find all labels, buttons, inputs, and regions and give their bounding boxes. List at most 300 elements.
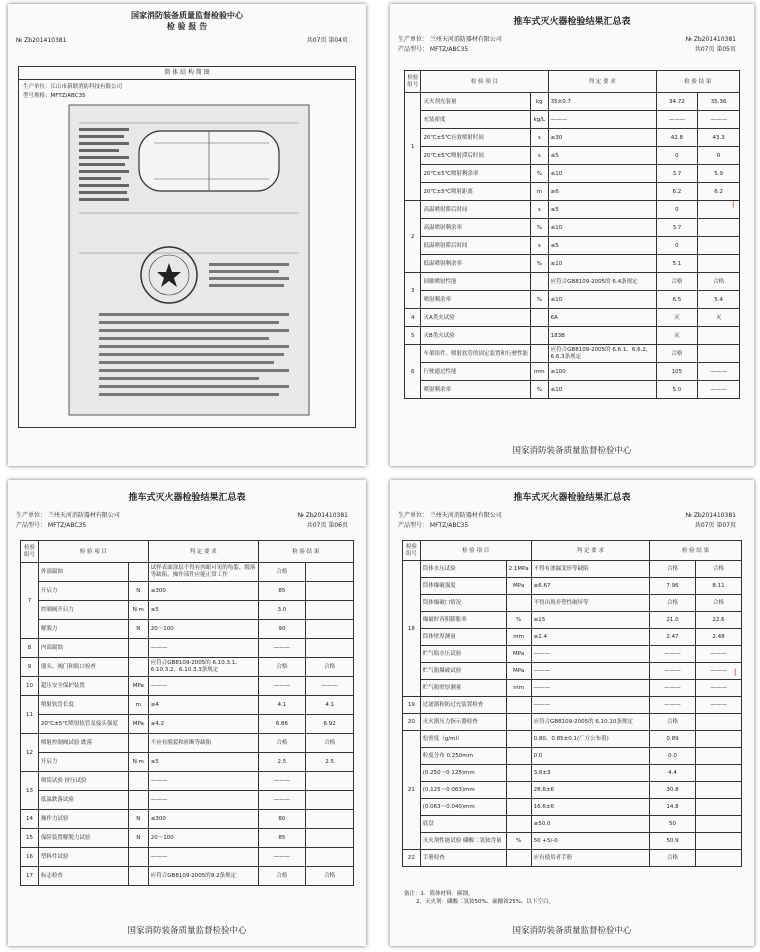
requirement-cell: ≥100 — [548, 363, 656, 381]
item-cell: 底盘 — [420, 816, 506, 833]
table-row — [405, 147, 740, 165]
requirement-cell: ≤5 — [548, 201, 656, 219]
item-cell: 贮气瓶爆破试验 — [420, 663, 506, 680]
result-1-cell: 90 — [258, 620, 306, 639]
table-row — [405, 201, 740, 219]
requirement-cell: ≤5 — [548, 237, 656, 255]
report-page-drawing — [8, 4, 366, 466]
result-1-cell: ——— — [656, 111, 698, 129]
unit-cell — [506, 799, 531, 816]
item-cell: (0.063～0.040)mm — [420, 799, 506, 816]
requirement-cell: 28.6±6 — [531, 782, 649, 799]
table-row — [405, 363, 740, 381]
unit-cell: % — [530, 381, 548, 399]
product-model: 产品型号： MFTZ/ABC35 — [398, 46, 469, 53]
group-cell: 22 — [403, 850, 421, 867]
result-2-cell — [306, 848, 354, 867]
table-row — [403, 765, 742, 782]
result-2-cell: ——— — [698, 363, 740, 381]
report-number: № Zb201410381 — [685, 512, 736, 519]
result-1-cell: 34.72 — [656, 93, 698, 111]
item-cell: 间歇喷射性能 — [421, 273, 531, 291]
item-cell: 贮气瓶水压试验 — [420, 646, 506, 663]
result-2-cell: 合格 — [698, 273, 740, 291]
table-row — [405, 327, 740, 345]
table-row — [403, 731, 742, 748]
table-row — [21, 734, 354, 753]
unit-cell: mm — [530, 363, 548, 381]
result-2-cell — [695, 782, 741, 799]
result-1-cell: 合格 — [650, 561, 696, 578]
drawing-title: 简 体 结 构 简 图 — [19, 67, 355, 80]
group-cell: 2 — [405, 201, 421, 273]
item-cell: 车架组件、喷射软管的固定装置和行驶性能 — [421, 345, 531, 363]
col-requirement: 判 定 要 求 — [148, 541, 258, 563]
result-1-cell: 80 — [258, 810, 306, 829]
unit-cell: % — [530, 165, 548, 183]
col-result: 检 验 结 果 — [258, 541, 353, 563]
group-cell: 17 — [21, 867, 39, 886]
result-1-cell: 0.89 — [650, 731, 696, 748]
unit-cell — [530, 309, 548, 327]
requirement-cell: 0.80、0.85±0.1(厂方公布值) — [531, 731, 649, 748]
report-number: № Zb201410381 — [297, 512, 348, 519]
result-1-cell: 合格 — [258, 563, 306, 582]
result-1-cell: 85 — [258, 582, 306, 601]
requirement-cell: ——— — [531, 697, 649, 714]
result-1-cell: 30.8 — [650, 782, 696, 799]
table-row — [403, 612, 742, 629]
unit-cell: kg/L — [530, 111, 548, 129]
unit-cell — [506, 765, 531, 782]
table-row — [21, 753, 354, 772]
requirement-cell: ≤10 — [548, 381, 656, 399]
result-1-cell: 7.96 — [650, 578, 696, 595]
drawing-model: 型号规格：MFTZ/ABC35 — [23, 93, 86, 99]
unit-cell: N·m — [128, 753, 148, 772]
unit-cell: MPa — [506, 578, 531, 595]
unit-cell: % — [506, 833, 531, 850]
requirement-cell: ≥6 — [548, 183, 656, 201]
result-1-cell: 合格 — [258, 658, 306, 677]
result-2-cell: 22.6 — [695, 612, 741, 629]
report-page-06 — [8, 480, 366, 946]
report-page-07 — [390, 480, 754, 946]
red-mark: | — [734, 668, 737, 676]
col-requirement: 判 定 要 求 — [548, 71, 656, 93]
item-cell: 低温喷射剩余率 — [421, 255, 531, 273]
requirement-cell: ——— — [531, 646, 649, 663]
result-2-cell: 合格 — [695, 595, 741, 612]
requirement-cell: ——— — [148, 772, 258, 791]
result-1-cell: 50.9 — [650, 833, 696, 850]
table-row — [403, 595, 742, 612]
result-1-cell: 6.2 — [656, 183, 698, 201]
col-result: 检 验 结 果 — [656, 71, 739, 93]
requirement-cell: 0.0 — [531, 748, 649, 765]
result-1-cell: 3.7 — [656, 219, 698, 237]
result-1-cell: 4.1 — [258, 696, 306, 715]
requirement-cell: ≤5 — [148, 753, 258, 772]
item-cell: 筒体壁厚测量 — [420, 629, 506, 646]
item-cell: 保险装置解脱力试验 — [38, 829, 128, 848]
item-cell: 低温喷射滞后时间 — [421, 237, 531, 255]
requirement-cell: ——— — [531, 663, 649, 680]
result-1-cell: 6.5 — [656, 291, 698, 309]
table-row — [403, 850, 742, 867]
table-row — [405, 111, 740, 129]
item-cell: 开启力 — [38, 753, 128, 772]
col-group: 检验组号 — [403, 541, 421, 561]
requirement-cell: ——— — [148, 848, 258, 867]
unit-cell — [506, 816, 531, 833]
group-cell: 21 — [403, 731, 421, 850]
item-cell: (0.125～0.063)mm — [420, 782, 506, 799]
result-2-cell — [695, 765, 741, 782]
result-1-cell: 5.0 — [656, 381, 698, 399]
item-cell: 筒体水压试验 — [420, 561, 506, 578]
result-2-cell: ——— — [695, 697, 741, 714]
requirement-cell: 6A — [548, 309, 656, 327]
requirement-cell: ≤10 — [548, 219, 656, 237]
sheet-title: 推车式灭火器检验结果汇总表 — [128, 493, 246, 503]
result-2-cell — [695, 731, 741, 748]
drawing-manufacturer: 生产单位：江山市新联消防科技有限公司 — [23, 84, 123, 90]
item-cell: 开启力 — [38, 582, 128, 601]
unit-cell: N — [128, 582, 148, 601]
requirement-cell: ≥15 — [531, 612, 649, 629]
item-cell: 高温喷射剩余率 — [421, 219, 531, 237]
item-cell: 低温跌落试验 — [38, 791, 128, 810]
item-cell: 控制阀开启力 — [38, 601, 128, 620]
result-1-cell: 3.0 — [258, 601, 306, 620]
result-2-cell: 2.48 — [695, 629, 741, 646]
requirement-cell: ——— — [548, 111, 656, 129]
table-row — [403, 680, 742, 697]
group-cell: 14 — [21, 810, 39, 829]
result-2-cell: 5.4 — [698, 291, 740, 309]
result-1-cell: ——— — [258, 677, 306, 696]
requirement-cell: ≥30 — [548, 129, 656, 147]
item-cell: 手册检查 — [420, 850, 506, 867]
unit-cell — [530, 327, 548, 345]
result-2-cell — [698, 237, 740, 255]
requirement-cell: ≤10 — [548, 291, 656, 309]
table-row — [405, 93, 740, 111]
table-row — [403, 816, 742, 833]
result-2-cell: 灭 — [698, 309, 740, 327]
result-1-cell: 灭 — [656, 309, 698, 327]
unit-cell: s — [530, 147, 548, 165]
table-row — [403, 629, 742, 646]
report-page-05 — [390, 4, 754, 466]
group-cell: 4 — [405, 309, 421, 327]
result-1-cell: ——— — [258, 848, 306, 867]
col-requirement: 判 定 要 求 — [531, 541, 649, 561]
table-row — [405, 129, 740, 147]
group-cell: 12 — [21, 734, 39, 772]
item-cell: 20℃±5℃有效喷射时间 — [421, 129, 531, 147]
item-cell: 喷筒试验 挤压试验 — [38, 772, 128, 791]
result-2-cell: 35.36 — [698, 93, 740, 111]
requirement-cell: 应符合GB8109-2005的 6.4条规定 — [548, 273, 656, 291]
item-cell: 喷射软管长度 — [38, 696, 128, 715]
item-cell: 20℃±5℃喷射距离 — [421, 183, 531, 201]
page-number: 共07页 第05页 — [694, 46, 736, 53]
product-model: 产品型号： MFTZ/ABC35 — [16, 522, 87, 529]
table-row — [403, 697, 742, 714]
requirement-cell: 不得有渗漏变形等缺陷 — [531, 561, 649, 578]
group-cell: 15 — [21, 829, 39, 848]
result-1-cell: 3.7 — [656, 165, 698, 183]
result-1-cell: 2.47 — [650, 629, 696, 646]
table-row — [403, 833, 742, 850]
result-1-cell: 6.86 — [258, 715, 306, 734]
item-cell: 爆破时容积膨胀率 — [420, 612, 506, 629]
col-item: 检 验 项 目 — [421, 71, 548, 93]
result-2-cell — [698, 327, 740, 345]
result-1-cell: 合格 — [650, 595, 696, 612]
result-2-cell: 4.1 — [306, 696, 354, 715]
result-1-cell: 合格 — [258, 867, 306, 886]
results-table — [20, 540, 354, 886]
group-cell: 20 — [403, 714, 421, 731]
result-2-cell: ——— — [698, 381, 740, 399]
table-row — [403, 714, 742, 731]
unit-cell — [506, 731, 531, 748]
unit-cell: s — [530, 201, 548, 219]
item-cell: 器头、阀门和瓶口检查 — [38, 658, 128, 677]
group-cell: 3 — [405, 273, 421, 309]
result-1-cell: 合格 — [656, 273, 698, 291]
requirement-cell: 35±0.7 — [548, 93, 656, 111]
report-number: № Zb201410381 — [16, 37, 67, 44]
group-cell: 10 — [21, 677, 39, 696]
product-model: 产品型号： MFTZ/ABC35 — [398, 522, 469, 529]
footer-org: 国家消防装备质量监督检验中心 — [127, 926, 247, 936]
item-cell: 喷射剩余率 — [421, 291, 531, 309]
sheet-title: 推车式灭火器检验结果汇总表 — [513, 17, 631, 27]
table-row — [21, 772, 354, 791]
result-2-cell: 合格 — [695, 561, 741, 578]
manufacturer: 生产单位： 兰州天河消防器材有限公司 — [398, 512, 502, 519]
unit-cell — [506, 697, 531, 714]
table-row — [21, 791, 354, 810]
unit-cell: s — [530, 129, 548, 147]
page-number: 共07页 第07页 — [694, 522, 736, 529]
result-2-cell — [306, 829, 354, 848]
requirement-cell: 20～100 — [148, 829, 258, 848]
unit-cell: MPa — [506, 663, 531, 680]
requirement-cell: 应有使用者手册 — [531, 850, 649, 867]
table-row — [21, 563, 354, 582]
item-cell: 内部腐蚀 — [38, 639, 128, 658]
unit-cell: MPa — [506, 646, 531, 663]
table-row — [405, 237, 740, 255]
requirement-cell: ≥4 — [148, 696, 258, 715]
unit-cell: N — [128, 620, 148, 639]
table-row — [405, 309, 740, 327]
result-2-cell: 6.2 — [698, 183, 740, 201]
result-1-cell: 105 — [656, 363, 698, 381]
requirement-cell: 不应有脱裂和折断等缺陷 — [148, 734, 258, 753]
requirement-cell: ≥50.0 — [531, 816, 649, 833]
requirement-cell: ——— — [148, 639, 258, 658]
item-cell: 解脱力 — [38, 620, 128, 639]
table-row — [403, 799, 742, 816]
group-cell: 8 — [21, 639, 39, 658]
result-2-cell — [695, 833, 741, 850]
result-2-cell — [306, 582, 354, 601]
unit-cell — [128, 772, 148, 791]
table-row — [405, 165, 740, 183]
manufacturer: 生产单位： 兰州天河消防器材有限公司 — [398, 36, 502, 43]
item-cell: 标志检查 — [38, 867, 128, 886]
unit-cell: 2.1MPa — [506, 561, 531, 578]
table-row — [21, 620, 354, 639]
table-row — [405, 273, 740, 291]
table-row — [405, 183, 740, 201]
group-cell: 1 — [405, 93, 421, 201]
table-row — [405, 381, 740, 399]
result-2-cell: 2.5 — [306, 753, 354, 772]
unit-cell: % — [530, 291, 548, 309]
requirement-cell: 试样表面涂层不得有肉眼可见的龟裂、脱落等缺陷，操作部件应能正常工作 — [148, 563, 258, 582]
requirement-cell: 183B — [548, 327, 656, 345]
result-1-cell: ——— — [258, 791, 306, 810]
table-row — [403, 663, 742, 680]
result-2-cell — [698, 345, 740, 363]
requirement-cell: ≥4.2 — [148, 715, 258, 734]
unit-cell — [530, 273, 548, 291]
col-item: 检 验 项 目 — [38, 541, 148, 563]
result-2-cell — [306, 639, 354, 658]
table-row — [21, 677, 354, 696]
result-1-cell: 2.5 — [258, 753, 306, 772]
col-group: 检验组号 — [21, 541, 39, 563]
result-2-cell: 8.11 — [695, 578, 741, 595]
requirement-cell: ——— — [148, 791, 258, 810]
result-2-cell — [306, 601, 354, 620]
group-cell: 7 — [21, 563, 39, 639]
item-cell: 高温喷射滞后时间 — [421, 201, 531, 219]
result-2-cell: ——— — [695, 646, 741, 663]
result-1-cell: ——— — [258, 772, 306, 791]
red-mark: | — [732, 200, 735, 208]
unit-cell — [506, 748, 531, 765]
unit-cell: mm — [506, 629, 531, 646]
unit-cell — [506, 714, 531, 731]
result-1-cell: 灭 — [656, 327, 698, 345]
item-cell: 灭火剂充装量 — [421, 93, 531, 111]
item-cell: 筒体爆破口情况 — [420, 595, 506, 612]
result-2-cell: 5.9 — [698, 165, 740, 183]
result-1-cell: ——— — [650, 680, 696, 697]
note-material: 备注：1．简体材料：碳钢。 — [404, 891, 474, 897]
result-2-cell — [698, 255, 740, 273]
col-item: 检 验 项 目 — [420, 541, 531, 561]
requirement-cell: ≤300 — [148, 582, 258, 601]
group-cell: 13 — [21, 772, 39, 810]
group-cell: 19 — [403, 697, 421, 714]
result-2-cell — [695, 714, 741, 731]
item-cell: 行驶通过性能 — [421, 363, 531, 381]
result-1-cell: 合格 — [650, 850, 696, 867]
unit-cell — [506, 782, 531, 799]
result-2-cell: ——— — [306, 677, 354, 696]
result-2-cell: ——— — [695, 680, 741, 697]
table-row — [21, 829, 354, 848]
requirement-cell: 应符合GB8109-2005的 6.10.10条规定 — [531, 714, 649, 731]
table-row — [21, 715, 354, 734]
group-cell: 9 — [21, 658, 39, 677]
unit-cell — [506, 850, 531, 867]
result-2-cell — [306, 772, 354, 791]
result-2-cell: 合格 — [306, 734, 354, 753]
result-2-cell — [695, 799, 741, 816]
report-number: № Zb201410381 — [685, 36, 736, 43]
item-cell: 塑料件试验 — [38, 848, 128, 867]
result-1-cell: 0 — [656, 201, 698, 219]
requirement-cell: ≤10 — [548, 165, 656, 183]
result-1-cell: 4.4 — [650, 765, 696, 782]
item-cell: 过滤器和防过充装置检查 — [420, 697, 506, 714]
result-1-cell: 14.8 — [650, 799, 696, 816]
result-1-cell: ——— — [650, 663, 696, 680]
result-1-cell: 21.0 — [650, 612, 696, 629]
unit-cell: kg — [530, 93, 548, 111]
result-1-cell: 85 — [258, 829, 306, 848]
result-2-cell: 43.3 — [698, 129, 740, 147]
unit-cell: mm — [506, 680, 531, 697]
unit-cell: m — [530, 183, 548, 201]
item-cell: 灭火器压力指示器检查 — [420, 714, 506, 731]
table-row — [21, 601, 354, 620]
col-result: 检 验 结 果 — [650, 541, 742, 561]
requirement-cell: 16.6±6 — [531, 799, 649, 816]
requirement-cell: 应符合GB8109-2005的9.2条规定 — [148, 867, 258, 886]
result-2-cell — [306, 810, 354, 829]
unit-cell: N·m — [128, 601, 148, 620]
requirement-cell: 应符合GB8109-2005的 6.6.1、6.6.2、6.6.3条规定 — [548, 345, 656, 363]
table-row — [403, 578, 742, 595]
result-1-cell: 5.1 — [656, 255, 698, 273]
unit-cell: m — [128, 696, 148, 715]
unit-cell: N — [128, 810, 148, 829]
table-row — [403, 782, 742, 799]
item-cell: 筒体爆破强度 — [420, 578, 506, 595]
result-1-cell: 合格 — [656, 345, 698, 363]
result-2-cell: 合格 — [306, 867, 354, 886]
org-name: 国家消防装备质量监督检验中心 — [131, 11, 243, 20]
requirement-cell: 50 +5/-0 — [531, 833, 649, 850]
note-agent: 2．灭火剂：磷酸二氢铵50%、硫酸铵25%、以下空白。 — [416, 899, 554, 905]
item-cell: 20℃±5℃喷射滞后时间 — [421, 147, 531, 165]
item-cell: 灭A类火试验 — [421, 309, 531, 327]
unit-cell — [128, 734, 148, 753]
result-2-cell: 合格 — [306, 658, 354, 677]
result-2-cell: 6.92 — [306, 715, 354, 734]
unit-cell: % — [530, 219, 548, 237]
item-cell: 充装密度 — [421, 111, 531, 129]
item-cell: (0.250～0.125)mm — [420, 765, 506, 782]
unit-cell: % — [530, 255, 548, 273]
result-1-cell: 42.8 — [656, 129, 698, 147]
result-2-cell — [695, 748, 741, 765]
unit-cell — [128, 848, 148, 867]
footer-org: 国家消防装备质量监督检验中心 — [512, 446, 632, 456]
sheet-title: 推车式灭火器检验结果汇总表 — [513, 493, 631, 503]
